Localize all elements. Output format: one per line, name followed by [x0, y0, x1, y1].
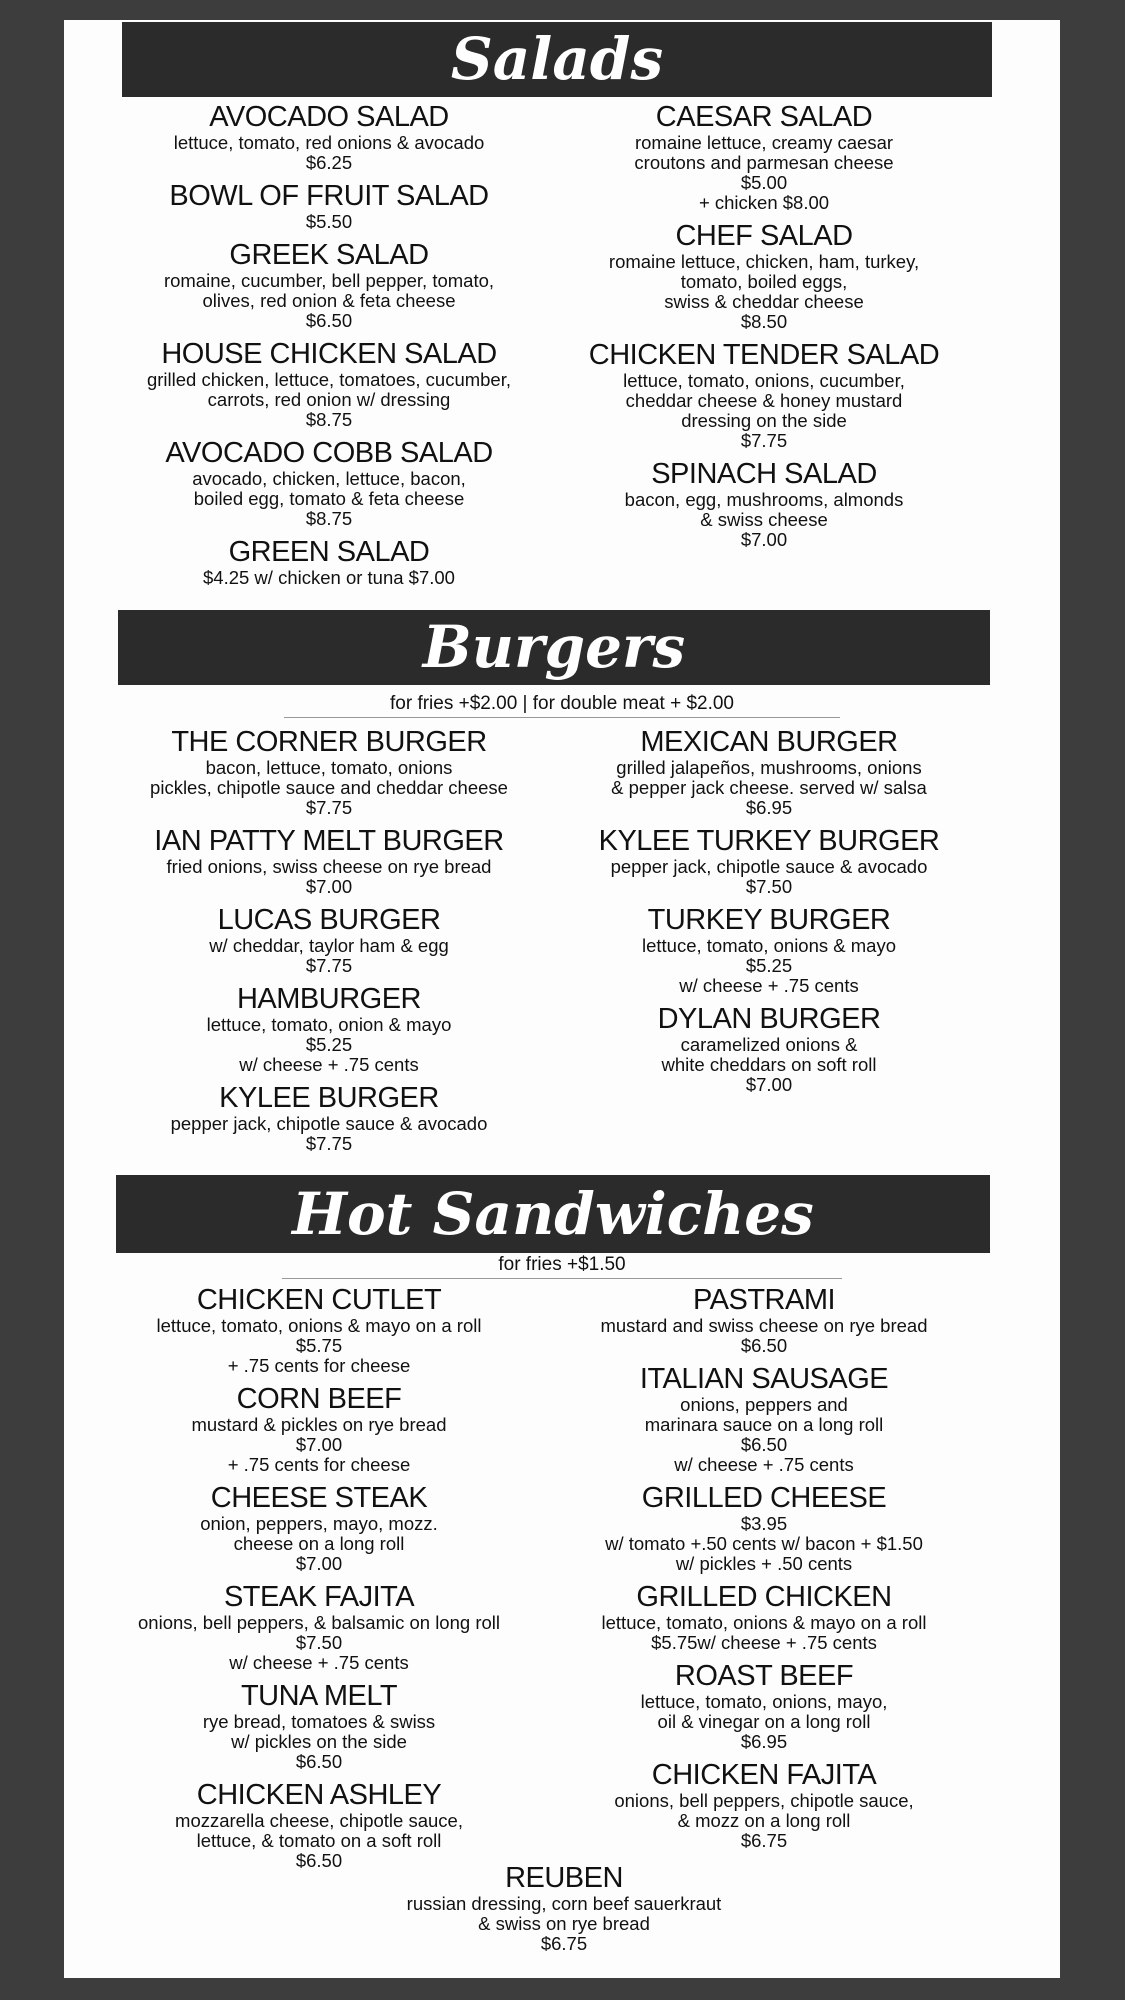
menu-item-name: CAESAR SALAD — [655, 101, 873, 133]
salads-right-column — [534, 102, 994, 558]
burgers-note: for fries +$2.00 | for double meat + $2.00 — [284, 693, 840, 718]
menu-item-name: KYLEE TURKEY BURGER — [598, 825, 940, 857]
menu-item — [114, 240, 544, 331]
menu-item-detail: w/ tomato +.50 cents w/ bacon + $1.50 — [605, 1533, 923, 1554]
menu-item — [114, 102, 544, 173]
menu-item-name: CHICKEN CUTLET — [196, 1284, 442, 1316]
menu-item-detail: dressing on the side — [681, 410, 847, 431]
menu-item — [104, 1483, 534, 1574]
menu-item-name: CHICKEN FAJITA — [651, 1759, 877, 1791]
menu-item-detail: lettuce, tomato, red onions & avocado — [173, 132, 485, 153]
menu-item-detail: $7.00 — [740, 529, 788, 550]
menu-item-name: GREEK SALAD — [229, 239, 429, 271]
menu-item-detail: onions, bell peppers, chipotle sauce, — [614, 1790, 914, 1811]
menu-item-name: GRILLED CHICKEN — [636, 1581, 892, 1613]
menu-item-detail: carrots, red onion w/ dressing — [207, 389, 451, 410]
menu-item-detail: $6.95 — [745, 797, 793, 818]
menu-item-detail: croutons and parmesan cheese — [634, 152, 894, 173]
menu-item-detail: w/ cheese + .75 cents — [679, 975, 859, 996]
menu-item — [104, 1582, 534, 1673]
menu-item-detail: $6.95 — [740, 1731, 788, 1752]
menu-item-detail: $5.00 — [740, 172, 788, 193]
menu-item — [114, 826, 544, 897]
menu-item — [114, 1083, 544, 1154]
menu-item-detail: grilled jalapeños, mushrooms, onions — [616, 757, 922, 778]
menu-item-detail: lettuce, tomato, onions, cucumber, — [623, 370, 905, 391]
menu-item — [534, 905, 1004, 996]
menu-item-detail: pickles, chipotle sauce and cheddar cheese — [150, 777, 508, 798]
menu-item-detail: bacon, lettuce, tomato, onions — [205, 757, 453, 778]
menu-item-name: GRILLED CHEESE — [641, 1482, 887, 1514]
menu-item — [114, 438, 544, 529]
menu-item-name: THE CORNER BURGER — [171, 726, 487, 758]
menu-item-detail: $7.50 — [295, 1632, 343, 1653]
menu-item-detail: & pepper jack cheese. served w/ salsa — [611, 777, 927, 798]
menu-item-name: BOWL OF FRUIT SALAD — [169, 180, 489, 212]
menu-item-name: GREEN SALAD — [228, 536, 430, 568]
menu-item-detail: $7.50 — [745, 876, 793, 897]
menu-item — [104, 1681, 534, 1772]
menu-item-name: MEXICAN BURGER — [640, 726, 898, 758]
salads-left-column — [114, 102, 544, 596]
menu-item-name: CHEF SALAD — [675, 220, 853, 252]
menu-item-name: CHICKEN ASHLEY — [196, 1779, 442, 1811]
menu-item-detail: mustard & pickles on rye bread — [191, 1414, 447, 1435]
menu-item-detail: lettuce, & tomato on a soft roll — [196, 1830, 442, 1851]
menu-item-name: HOUSE CHICKEN SALAD — [161, 338, 497, 370]
menu-item-name: TUNA MELT — [240, 1680, 398, 1712]
menu-item-detail: w/ pickles on the side — [231, 1731, 407, 1752]
menu-item-detail: $7.75 — [305, 797, 353, 818]
menu-item-name: IAN PATTY MELT BURGER — [154, 825, 504, 857]
menu-item-name: HAMBURGER — [236, 983, 421, 1015]
menu-item-detail: lettuce, tomato, onion & mayo — [206, 1014, 452, 1035]
menu-item-detail: $6.75 — [540, 1933, 588, 1954]
hot-sandwiches-center-column — [344, 1863, 784, 1962]
menu-item-detail: $3.95 — [740, 1513, 788, 1534]
menu-item-detail: $7.75 — [740, 430, 788, 451]
menu-item-detail: oil & vinegar on a long roll — [657, 1711, 871, 1732]
menu-item-name: STEAK FAJITA — [223, 1581, 415, 1613]
menu-item — [529, 1483, 999, 1574]
menu-item-detail: mustard and swiss cheese on rye bread — [600, 1315, 928, 1336]
menu-item-detail: pepper jack, chipotle sauce & avocado — [610, 856, 928, 877]
menu-item-detail: marinara sauce on a long roll — [644, 1414, 884, 1435]
hot-sandwiches-banner: Hot Sandwiches — [116, 1175, 990, 1253]
salads-banner: Salads — [122, 22, 992, 97]
menu-item-name: AVOCADO COBB SALAD — [165, 437, 493, 469]
menu-item-detail: $5.25 — [305, 1034, 353, 1055]
menu-item — [114, 984, 544, 1075]
menu-item-detail: & swiss on rye bread — [478, 1913, 650, 1934]
menu-item-detail: w/ cheese + .75 cents — [674, 1454, 854, 1475]
menu-item-detail: mozzarella cheese, chipotle sauce, — [175, 1810, 463, 1831]
menu-item-detail: w/ cheddar, taylor ham & egg — [209, 935, 449, 956]
menu-item-name: ITALIAN SAUSAGE — [639, 1363, 889, 1395]
menu-item — [529, 1582, 999, 1653]
menu-item-detail: $8.75 — [305, 409, 353, 430]
menu-item-detail: lettuce, tomato, onions & mayo on a roll — [156, 1315, 482, 1336]
menu-item-detail: russian dressing, corn beef sauerkraut — [406, 1893, 722, 1914]
menu-page — [64, 20, 1060, 1978]
menu-item-name: ROAST BEEF — [674, 1660, 854, 1692]
burgers-left-column — [114, 727, 544, 1162]
menu-item-detail: $6.50 — [740, 1434, 788, 1455]
menu-item — [104, 1384, 534, 1475]
menu-item — [529, 1364, 999, 1475]
menu-item-name: CORN BEEF — [236, 1383, 402, 1415]
menu-item-detail: + .75 cents for cheese — [227, 1355, 411, 1376]
menu-item-detail: $7.00 — [745, 1074, 793, 1095]
menu-item-name: LUCAS BURGER — [217, 904, 441, 936]
menu-item-detail: grilled chicken, lettuce, tomatoes, cucumber, — [146, 369, 511, 390]
menu-item-detail: onions, peppers and — [680, 1394, 848, 1415]
menu-item-detail: & swiss cheese — [700, 509, 828, 530]
menu-item-detail: cheddar cheese & honey mustard — [625, 390, 903, 411]
menu-item — [114, 181, 544, 232]
menu-item-detail: w/ pickles + .50 cents — [675, 1553, 853, 1574]
menu-item-name: AVOCADO SALAD — [209, 101, 449, 133]
menu-item-detail: $8.75 — [305, 508, 353, 529]
menu-item-name: CHICKEN TENDER SALAD — [588, 339, 940, 371]
menu-item — [114, 537, 544, 588]
menu-item-detail: $4.25 w/ chicken or tuna $7.00 — [203, 567, 455, 588]
menu-item-detail: lettuce, tomato, onions & mayo — [642, 935, 896, 956]
menu-item-detail: & mozz on a long roll — [677, 1810, 851, 1831]
menu-item — [344, 1863, 784, 1954]
menu-item — [529, 1661, 999, 1752]
menu-item-detail: boiled egg, tomato & feta cheese — [193, 488, 465, 509]
menu-item-detail: lettuce, tomato, onions & mayo on a roll — [601, 1612, 927, 1633]
menu-item-detail: $7.00 — [295, 1553, 343, 1574]
menu-item — [114, 339, 544, 430]
menu-item — [534, 727, 1004, 818]
menu-item-detail: fried onions, swiss cheese on rye bread — [166, 856, 492, 877]
menu-item-detail: $5.50 — [305, 211, 353, 232]
menu-item — [529, 1760, 999, 1851]
menu-item-detail: bacon, egg, mushrooms, almonds — [624, 489, 904, 510]
menu-item-name: CHEESE STEAK — [210, 1482, 428, 1514]
hot-sandwiches-left-column — [104, 1285, 534, 1879]
menu-item-detail: + .75 cents for cheese — [227, 1454, 411, 1475]
menu-item-detail: $7.75 — [305, 1133, 353, 1154]
menu-item-detail: $7.00 — [295, 1434, 343, 1455]
menu-item — [104, 1285, 534, 1376]
menu-item-detail: $7.00 — [305, 876, 353, 897]
hot-sandwiches-right-column — [529, 1285, 999, 1859]
menu-item-detail: pepper jack, chipotle sauce & avocado — [170, 1113, 488, 1134]
menu-item-detail: $6.50 — [305, 310, 353, 331]
menu-item-detail: romaine lettuce, chicken, ham, turkey, — [608, 251, 920, 272]
menu-item-name: PASTRAMI — [692, 1284, 836, 1316]
menu-item-detail: lettuce, tomato, onions, mayo, — [640, 1691, 888, 1712]
menu-item — [534, 221, 994, 332]
menu-item-detail: $6.75 — [740, 1830, 788, 1851]
menu-item-detail: romaine lettuce, creamy caesar — [634, 132, 894, 153]
menu-item-detail: olives, red onion & feta cheese — [202, 290, 456, 311]
menu-item-detail: $6.50 — [295, 1850, 343, 1871]
burgers-banner: Burgers — [118, 610, 990, 685]
menu-item-detail: onions, bell peppers, & balsamic on long roll — [138, 1612, 500, 1633]
menu-item — [534, 459, 994, 550]
menu-item — [529, 1285, 999, 1356]
menu-item-detail: w/ cheese + .75 cents — [229, 1652, 409, 1673]
menu-item — [534, 826, 1004, 897]
menu-item — [534, 102, 994, 213]
menu-item-detail: $6.50 — [295, 1751, 343, 1772]
menu-item — [114, 727, 544, 818]
menu-item-detail: onion, peppers, mayo, mozz. — [200, 1513, 438, 1534]
menu-item — [534, 1004, 1004, 1095]
menu-item-detail: caramelized onions & — [680, 1034, 858, 1055]
menu-item-name: SPINACH SALAD — [651, 458, 877, 490]
menu-item-name: TURKEY BURGER — [647, 904, 891, 936]
menu-item-detail: + chicken $8.00 — [698, 192, 830, 213]
menu-item-detail: w/ cheese + .75 cents — [239, 1054, 419, 1075]
menu-item-detail: $6.50 — [740, 1335, 788, 1356]
menu-item-detail: $6.25 — [305, 152, 353, 173]
menu-item-detail: $8.50 — [740, 311, 788, 332]
burgers-right-column — [534, 727, 1004, 1103]
menu-item-detail: avocado, chicken, lettuce, bacon, — [192, 468, 466, 489]
menu-item-detail: $5.75w/ cheese + .75 cents — [651, 1632, 877, 1653]
menu-item — [534, 340, 994, 451]
menu-item-detail: white cheddars on soft roll — [661, 1054, 877, 1075]
menu-item-detail: $7.75 — [305, 955, 353, 976]
menu-item-detail: tomato, boiled eggs, — [680, 271, 848, 292]
menu-item — [114, 905, 544, 976]
menu-item — [104, 1780, 534, 1871]
hot-sandwiches-note: for fries +$1.50 — [282, 1254, 842, 1279]
menu-item-name: DYLAN BURGER — [657, 1003, 881, 1035]
menu-item-detail: $5.25 — [745, 955, 793, 976]
menu-item-name: KYLEE BURGER — [219, 1082, 439, 1114]
menu-item-detail: romaine, cucumber, bell pepper, tomato, — [163, 270, 495, 291]
menu-item-detail: rye bread, tomatoes & swiss — [202, 1711, 436, 1732]
menu-item-detail: swiss & cheddar cheese — [664, 291, 864, 312]
menu-item-detail: cheese on a long roll — [233, 1533, 405, 1554]
menu-item-name: REUBEN — [505, 1862, 623, 1894]
menu-item-detail: $5.75 — [295, 1335, 343, 1356]
